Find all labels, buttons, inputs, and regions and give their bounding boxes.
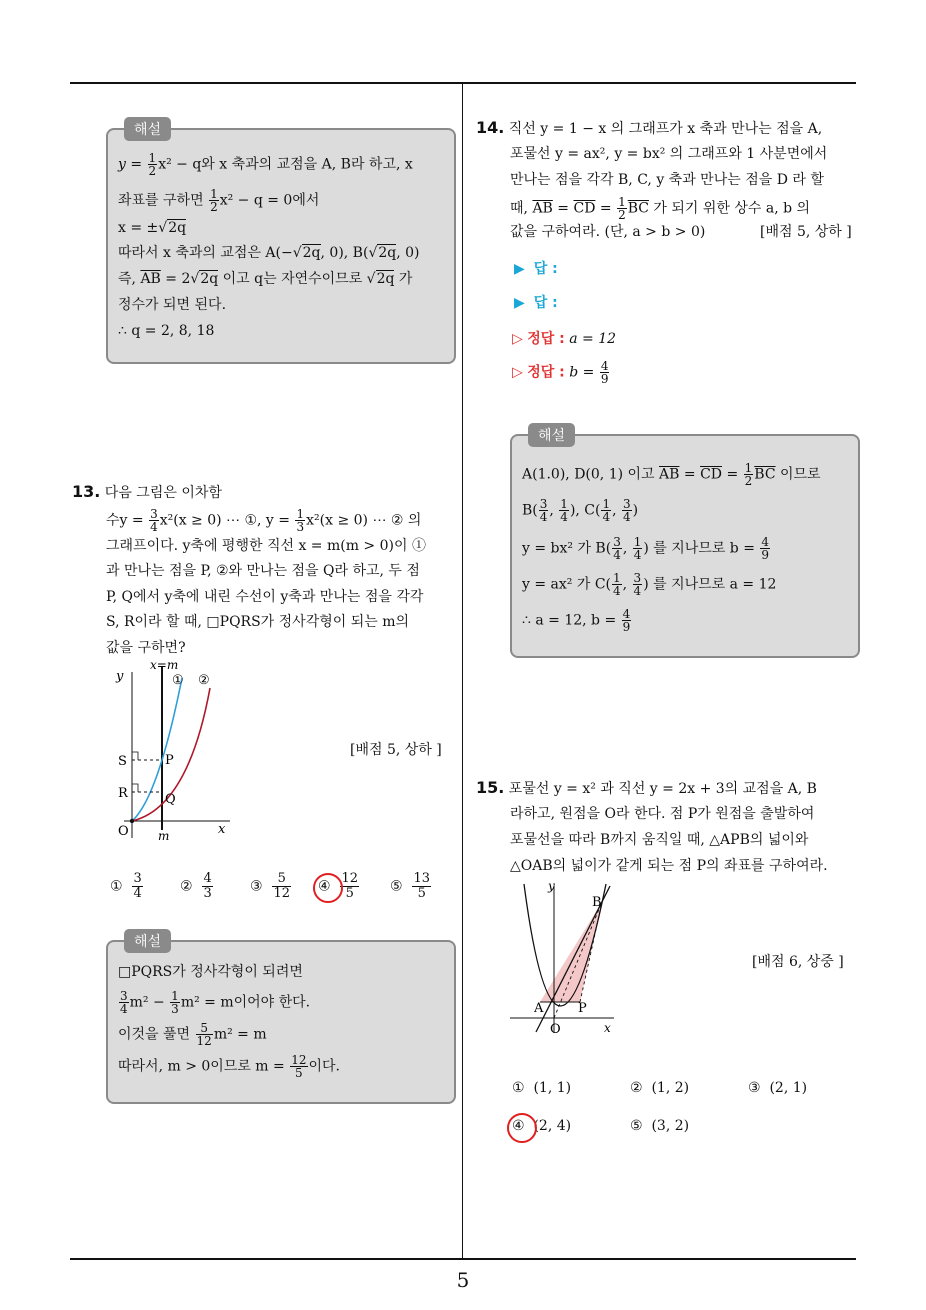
q15-label-y: y [548, 879, 555, 893]
q14-line5: 값을 구하여라. (단, a > b > 0) [510, 224, 706, 240]
q14-answer-2[interactable]: ▶ 답 : [514, 295, 558, 311]
red-arrow-icon: ▷ [512, 364, 523, 381]
q13-choice-3[interactable]: ③ $\frac{5}{12}$ [250, 871, 291, 901]
blue-arrow-icon: ▶ [514, 261, 525, 277]
q13-line3: 그래프이다. y축에 평행한 직선 x = m(m > 0)이 ① [106, 538, 426, 554]
q15-label-B: B [592, 895, 602, 910]
sol14-line5: ∴ a = 12, b = $\frac{4}{9}$ [522, 607, 631, 634]
q15-graph [506, 878, 626, 1038]
q15-line3: 포물선을 따라 B까지 움직일 때, △APB의 넓이와 [510, 832, 809, 848]
question-number-13: 13. [72, 482, 101, 501]
q13-line6: S, R이라 할 때, □PQRS가 정사각형이 되는 m의 [106, 614, 410, 630]
q15-choice-4[interactable]: ④ (2, 4) [512, 1118, 572, 1134]
sol14-line1: A(1.0), D(0, 1) 이고 $\overline{AB} = \overline{CD}$ = $\frac{1}{2}$ $\overline{BC}$ 이므로 [522, 461, 821, 488]
sol14-line3: y = bx² 가 B( $\frac{3}{4}$ , $\frac{1}{4}$ ) 를 지나므로 b = $\frac{4}{9}$ [522, 535, 770, 562]
page-number: 5 [456, 1268, 470, 1292]
q13-label-S: S [118, 754, 127, 769]
q15-line2: 라하고, 원점을 O라 한다. 점 P가 원점을 출발하여 [510, 806, 815, 822]
q15-label-A: A [534, 1001, 544, 1016]
q15-label-O: O [550, 1022, 561, 1037]
q13-label-x: x [218, 822, 226, 837]
sol12-line1: y = $\frac{1}{2}$ x² − q와 x 축과의 교점을 A, B라 하고, x [118, 151, 413, 178]
solution-box-13 [106, 934, 456, 1104]
q13-label-xm: x=m [150, 658, 179, 672]
q13-choice-2[interactable]: ② $\frac{4}{3}$ [180, 871, 212, 901]
q13-label-curve1: ① [172, 673, 184, 688]
sol12-line3: x = ±√2q [118, 220, 187, 236]
q13-points: [배점 5, 상하 ] [350, 742, 442, 758]
sol13-line4: 따라서, m > 0이므로 m = $\frac{12}{5}$ 이다. [118, 1053, 340, 1080]
q13-line5: P, Q에서 y축에 내린 수선이 y축과 만나는 점을 각각 [106, 589, 424, 605]
solution-tag: 해설 [124, 929, 171, 953]
q15-label-P: P [578, 1001, 587, 1016]
q13-label-R: R [118, 786, 128, 801]
solution-box-12 [106, 122, 456, 364]
q15-choice-5[interactable]: ⑤ (3, 2) [630, 1118, 690, 1134]
q13-label-Q: Q [165, 792, 176, 807]
q13-label-m: m [158, 829, 170, 843]
q15-line1: 15. 포물선 y = x² 과 직선 y = 2x + 3의 교점을 A, B [476, 778, 817, 797]
q13-choice-4[interactable]: ④ $\frac{12}{5}$ [318, 871, 359, 901]
sol12-line7: ∴ q = 2, 8, 18 [118, 323, 215, 339]
q15-points: [배점 6, 상중 ] [752, 954, 844, 970]
q13-selected-circle [313, 873, 343, 903]
q13-choice-5[interactable]: ⑤ $\frac{13}{5}$ [390, 871, 431, 901]
sol12-line5: 즉, $\overline{AB} = 2√2q$ 이고 q는 자연수이므로 √2q 가 [118, 271, 413, 287]
top-rule [70, 82, 856, 84]
red-arrow-icon: ▷ [512, 331, 523, 347]
q13-line4: 과 만나는 점을 P, ②와 만나는 점을 Q라 하고, 두 점 [106, 563, 420, 579]
column-divider [462, 84, 463, 1258]
q13-choice-1[interactable]: ① $\frac{3}{4}$ [110, 871, 142, 901]
q15-shaded-triangle [540, 902, 602, 1002]
blue-arrow-icon: ▶ [514, 295, 525, 311]
q15-label-x: x [604, 1021, 611, 1035]
q15-choice-2[interactable]: ② (1, 2) [630, 1080, 690, 1096]
q14-line2: 포물선 y = ax², y = bx² 의 그래프와 1 사분면에서 [510, 146, 828, 162]
q13-line7: 값을 구하면? [106, 640, 186, 656]
sol12-line6: 정수가 되면 된다. [118, 297, 227, 313]
q13-graph [110, 658, 250, 844]
sol13-line2: $\frac{3}{4}$ m² − $\frac{1}{3}$ m² = m이어야 한다. [120, 989, 311, 1016]
q15-choice-1[interactable]: ① (1, 1) [512, 1080, 572, 1096]
bottom-rule [70, 1258, 856, 1260]
q14-answer-1[interactable]: ▶ 답 : [514, 261, 558, 277]
solution-tag: 해설 [124, 117, 171, 141]
solution-tag: 해설 [528, 423, 575, 447]
q15-selected-circle [507, 1113, 537, 1143]
q13-label-P: P [165, 753, 174, 768]
q13-label-O: O [118, 824, 129, 839]
q14-line4: 때, $\overline{AB} = \overline{CD}$ = $\frac{1}{2}$ $\overline{BC}$ 가 되기 위한 상수 a, b 의 [510, 195, 811, 222]
q14-correct-1: ▷ 정답 : a = 12 [512, 331, 617, 347]
q15-line4: △OAB의 넓이가 같게 되는 점 P의 좌표를 구하여라. [510, 858, 828, 874]
q14-line3: 만나는 점을 각각 B, C, y 축과 만나는 점을 D 라 할 [510, 172, 824, 188]
sol14-line4: y = ax² 가 C( $\frac{1}{4}$ , $\frac{3}{4}$ ) 를 지나므로 a = 12 [522, 571, 777, 598]
q13-label-y: y [116, 669, 124, 684]
sol13-line3: 이것을 풀면 $\frac{5}{12}$ m² = m [118, 1021, 267, 1048]
q13-line1: 13. 다음 그림은 이차함 [72, 482, 222, 501]
q13-label-curve2: ② [198, 673, 210, 688]
sol13-line1: □PQRS가 정사각형이 되려면 [118, 964, 303, 980]
q13-line2: 수y = $\frac{3}{4}$ x²(x ≥ 0) ⋯ ①, y = $\frac{1}{3}$ x²(x ≥ 0) ⋯ ② 의 [106, 507, 422, 534]
question-number-15: 15. [476, 778, 505, 797]
question-number-14: 14. [476, 118, 505, 137]
q14-line1: 14. 직선 y = 1 − x 의 그래프가 x 축과 만나는 점을 A, [476, 118, 823, 137]
sol12-line4: 따라서 x 축과의 교점은 A(−√2q, 0), B(√2q, 0) [118, 245, 420, 261]
q14-points: [배점 5, 상하 ] [760, 224, 852, 240]
q15-choice-3[interactable]: ③ (2, 1) [748, 1080, 808, 1096]
sol14-line2: B( $\frac{3}{4}$ , $\frac{1}{4}$ ), C( $\frac{1}{4}$ , $\frac{3}{4}$ ) [522, 497, 639, 524]
sol12-line2: 좌표를 구하면 $\frac{1}{2}$ x² − q = 0에서 [118, 187, 320, 214]
solution-box-14 [510, 428, 860, 658]
q14-correct-2: ▷ 정답 : b = $\frac{4}{9}$ [512, 359, 609, 386]
